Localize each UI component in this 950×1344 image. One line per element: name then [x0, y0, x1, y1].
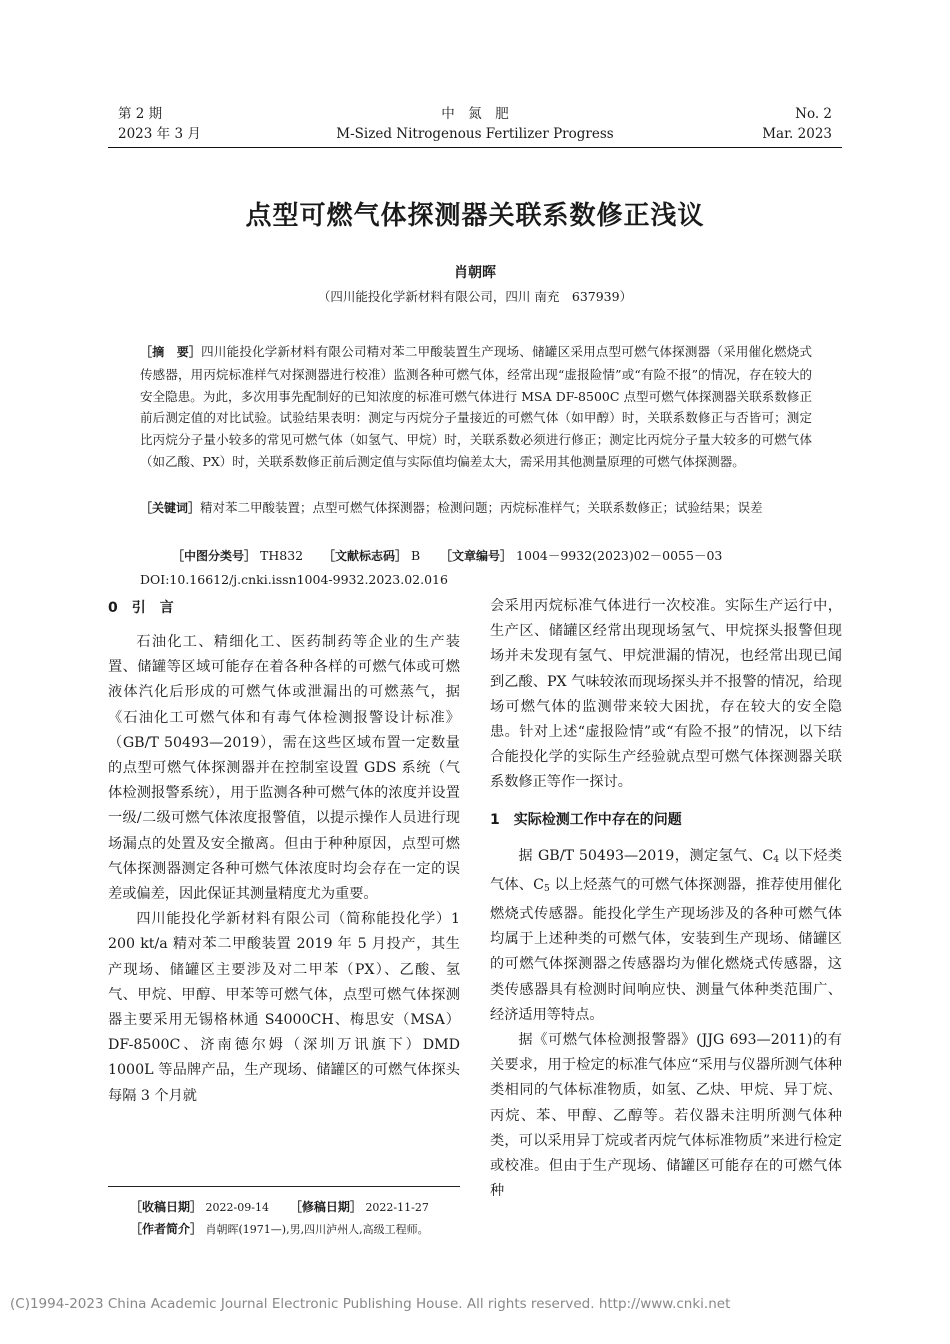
section-1-paragraph-2: 据《可燃气体检测报警器》(JJG 693—2011)的有关要求，用于检定的标准气体应“采用与仪器所测气体种类相同的气体标准物质，如氢、乙炔、甲烷、异丁烷、丙烷、苯、甲醇、乙醇等。若仪器未注明所测气体种类，可以采用异丁烷或者丙烷气体标准物质”来进行检定或校准。但由于生产现场、储罐区可能存在的可燃气体种	[490, 1032, 842, 1200]
clc-label: ［中图分类号］	[172, 549, 257, 563]
clc-value: TH832	[260, 548, 304, 563]
article-no-label: ［文章编号］	[440, 549, 513, 563]
s1p1-part-c: 以上烃蒸气的可燃气体探测器，推荐使用催化燃烧式传感器。能投化学生产现场涉及的各种可燃气体均属于上述种类的可燃气体，安装到生产现场、储罐区的可燃气体探测器之传感器均为催化燃烧式传感器，这类传感器具有检测时间响应快、测量气体种类范围广、经济适用等特点。	[490, 876, 842, 1023]
received-label: ［收稿日期］	[130, 1200, 203, 1214]
doc-code-label: ［文献标志码］	[322, 549, 407, 563]
author-bio: 肖朝晖(1971—),男,四川泸州人,高级工程师。	[205, 1223, 429, 1236]
section-0-heading: 0 引 言	[108, 600, 174, 616]
s1p1-sub-1: 4	[773, 854, 780, 865]
section-0-paragraph-1: 石油化工、精细化工、医药制药等企业的生产装置、储罐等区域可能存在着各种各样的可燃气体或可燃液体汽化后形成的可燃气体或泄漏出的可燃蒸气，据《石油化工可燃气体和有毒气体检测报警设计标准》（GB/T 50493—2019），需在这些区域布置一定数量的点型可燃气体探测器并在控制室设置 GDS 系统（气体检测报警系统），用于监测各种可燃气体的浓度并设置一级/二级可燃气体浓度报警值，以提示操作人员进行现场漏点的处置及安全撤离。但由于种种原因，点型可燃气体探测器测定各种可燃气体浓度时均会存在一定的误差或偏差，因此保证其测量精度尤为重要。	[108, 634, 460, 903]
left-column	[108, 594, 460, 1109]
date-en: Mar. 2023	[762, 126, 832, 142]
doi: DOI:10.16612/j.cnki.issn1004-9932.2023.02.016	[140, 572, 448, 587]
footnote-rule	[108, 1186, 460, 1187]
keywords-text: 精对苯二甲酸装置；点型可燃气体探测器；检测问题；丙烷标准样气；关联系数修正；试验结果；误差	[200, 500, 763, 515]
abstract-text: 四川能投化学新材料有限公司精对苯二甲酸装置生产现场、储罐区采用点型可燃气体探测器（采用催化燃烧式传感器，用丙烷标准样气对探测器进行校准）监测各种可燃气体，经常出现“虚报险情”或“有险不报”的情况，存在较大的安全隐患。为此，多次用事先配制好的已知浓度的标准可燃气体进行 MSA DF-8500C 点型可燃气体探测器关联系数修正前后测定值的对比试验。试验结果表明：测定与丙烷分子量接近的可燃气体（如甲醇）时，关联系数修正与否皆可；测定比丙烷分子量小较多的常见可燃气体（如氢气、甲烷）时，关联系数必须进行修正；测定比丙烷分子量大较多的可燃气体（如乙酸、PX）时，关联系数修正前后测定值与实际值均偏差太大，需采用其他测量原理的可燃气体探测器。	[140, 344, 812, 469]
abstract	[140, 341, 812, 473]
s1p1-sub-2: 5	[544, 883, 550, 894]
header-rule	[108, 147, 842, 148]
keywords	[140, 497, 812, 520]
s1p1-part-a: 据 GB/T 50493—2019，测定氢气、C	[518, 847, 774, 864]
section-0-paragraph-2-continued: 会采用丙烷标准气体进行一次校准。实际生产运行中，生产区、储罐区经常出现现场氢气、甲烷探头报警但现场并未发现有氢气、甲烷泄漏的情况，也经常出现已闻到乙酸、PX 气味较浓而现场探头并不报警的情况，给现场可燃气体的监测带来较大困扰，存在较大的安全隐患。针对上述“虚报险情”或“有险不报”的情况，以下结合能投化学的实际生产经验就点型可燃气体探测器关联系数修正等作一探讨。	[490, 598, 842, 791]
doc-code-value: B	[410, 548, 421, 563]
affiliation: （四川能投化学新材料有限公司，四川 南充 637939）	[317, 289, 633, 304]
copyright-notice: (C)1994-2023 China Academic Journal Electronic Publishing House. All rights reserved. http://www.cnki.net	[10, 1296, 731, 1312]
author-name: 肖朝晖	[454, 265, 496, 281]
revised-label: ［修稿日期］	[289, 1200, 362, 1214]
revised-date: 2022-11-27	[365, 1201, 429, 1214]
header-right	[762, 104, 832, 144]
article-no-value: 1004－9932(2023)02－0055－03	[516, 548, 723, 563]
keywords-label: ［关键词］	[140, 501, 201, 515]
footnote-dates	[130, 1197, 429, 1218]
section-1-paragraph-1	[490, 844, 842, 1028]
issue-en: No. 2	[795, 106, 832, 122]
right-column	[490, 594, 842, 1204]
journal-en: M-Sized Nitrogenous Fertilizer Progress	[336, 126, 614, 142]
section-1-heading: 1 实际检测工作中存在的问题	[490, 811, 682, 828]
issue-cn: 第 2 期	[118, 106, 163, 122]
received-date: 2022-09-14	[205, 1201, 269, 1214]
footnote-author	[130, 1219, 429, 1240]
author-bio-label: ［作者简介］	[130, 1222, 203, 1236]
journal-cn: 中 氮 肥	[441, 106, 509, 122]
s1p1-part-b: 以下烃类气体、C	[490, 847, 843, 893]
article-title: 点型可燃气体探测器关联系数修正浅议	[245, 201, 705, 231]
section-0-paragraph-2: 四川能投化学新材料有限公司（简称能投化学）1 200 kt/a 精对苯二甲酸装置 2019 年 5 月投产，其生产现场、储罐区主要涉及对二甲苯（PX）、乙酸、氢气、甲烷、甲醇、甲苯等可燃气体，点型可燃气体探测器主要采用无锡格林通 S4000CH、梅思安（MSA）DF-8500C、济南德尔姆（深圳万讯旗下）DMD 1000L 等品牌产品，生产现场、储罐区的可燃气体探头每隔 3 个月就	[108, 911, 460, 1104]
classification	[140, 545, 812, 568]
abstract-label: ［摘 要］	[140, 345, 202, 359]
date-cn: 2023 年 3 月	[118, 126, 201, 142]
